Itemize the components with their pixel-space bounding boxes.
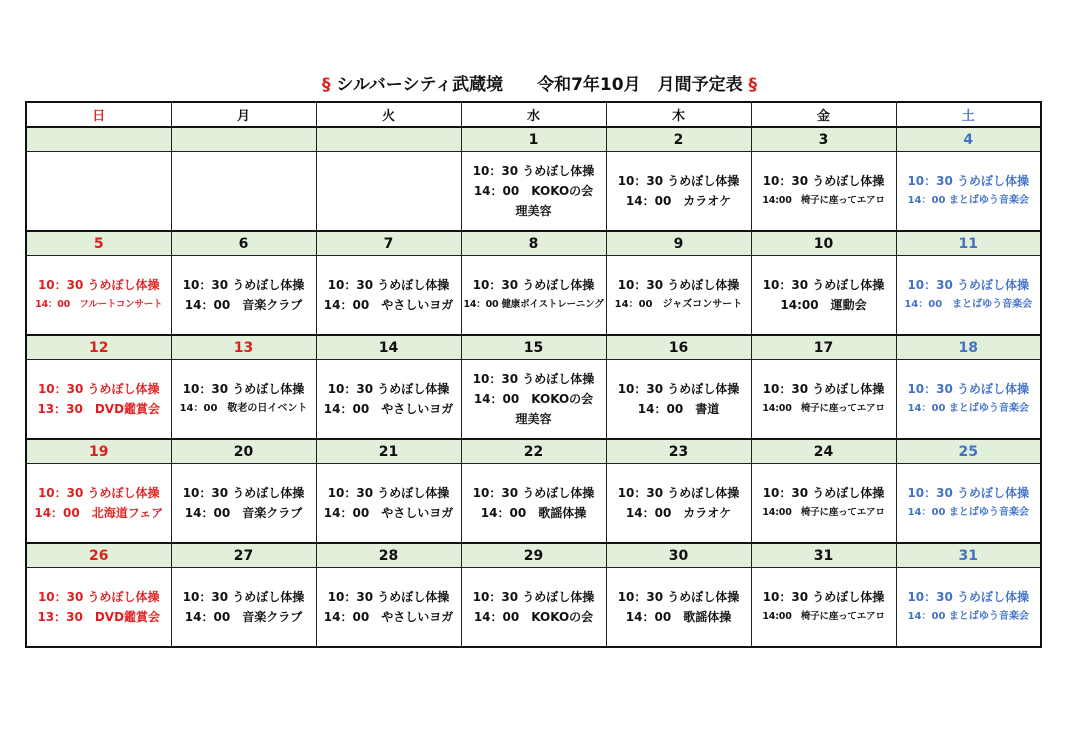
date-cell (316, 127, 461, 152)
event-cell (896, 256, 1041, 336)
event-item: 10：30 うめぼし体操 (617, 486, 740, 500)
event-item: 10：30 うめぼし体操 (37, 382, 160, 396)
weekday-header-row (26, 102, 1041, 127)
event-item: 10：30 うめぼし体操 (617, 382, 740, 396)
event-cell (461, 568, 606, 648)
event-item: 10：30 うめぼし体操 (472, 590, 595, 604)
event-item: 13：30 DVD鑑賞会 (37, 402, 161, 416)
event-cell (26, 152, 171, 232)
event-cell (461, 256, 606, 336)
event-cell (606, 256, 751, 336)
event-cell (896, 464, 1041, 544)
event-item: 13：30 DVD鑑賞会 (37, 610, 161, 624)
weekday-tuesday: 火 (316, 102, 461, 127)
title-mark-right: § (748, 75, 757, 95)
event-item: 14：00 やさしいヨガ (323, 402, 454, 416)
event-item: 10：30 うめぼし体操 (617, 590, 740, 604)
event-item: 10：30 うめぼし体操 (762, 382, 885, 396)
date-cell: 25 (896, 439, 1041, 464)
event-item: 14：00 まとばゆう音楽会 (907, 507, 1029, 518)
event-cell (171, 256, 316, 336)
monthly-calendar (25, 101, 1042, 648)
date-cell: 20 (171, 439, 316, 464)
events-row (26, 360, 1041, 440)
event-item: 10：30 うめぼし体操 (182, 486, 305, 500)
event-item: 14：00 敬老の日イベント (179, 403, 308, 414)
event-cell (896, 360, 1041, 440)
event-item: 14：00 フルートコンサート (35, 299, 163, 310)
date-cell: 2 (606, 127, 751, 152)
event-cell (26, 256, 171, 336)
event-cell (606, 152, 751, 232)
date-cell: 16 (606, 335, 751, 360)
event-item: 10：30 うめぼし体操 (762, 486, 885, 500)
events-row (26, 152, 1041, 232)
event-item: 10：30 うめぼし体操 (182, 590, 305, 604)
event-item: 14：00 歌謡体操 (625, 610, 732, 624)
date-row (26, 543, 1041, 568)
date-cell: 22 (461, 439, 606, 464)
event-cell (26, 568, 171, 648)
event-item: 10：30 うめぼし体操 (907, 590, 1030, 604)
event-item: 14：00 やさしいヨガ (323, 610, 454, 624)
event-item: 10：30 うめぼし体操 (327, 278, 450, 292)
event-item: 10：30 うめぼし体操 (762, 278, 885, 292)
event-cell (316, 256, 461, 336)
date-cell: 18 (896, 335, 1041, 360)
event-cell (606, 568, 751, 648)
weekday-friday: 金 (751, 102, 896, 127)
weekday-thursday: 木 (606, 102, 751, 127)
event-item: 10：30 うめぼし体操 (907, 486, 1030, 500)
event-item: 10：30 うめぼし体操 (472, 278, 595, 292)
date-row (26, 231, 1041, 256)
event-item: 14：00 ジャズコンサート (614, 299, 743, 310)
event-item: 14：00 やさしいヨガ (323, 506, 454, 520)
event-item: 10：30 うめぼし体操 (182, 278, 305, 292)
event-item: 14:00 椅子に座ってエアロ (762, 507, 885, 518)
title-text: シルバーシティ武蔵境 令和7年10月 月間予定表 (330, 75, 749, 95)
event-item: 14：00 カラオケ (625, 194, 732, 208)
title-mark-left: § (321, 75, 331, 95)
date-cell: 28 (316, 543, 461, 568)
event-item: 14：00 まとばゆう音楽会 (904, 299, 1033, 310)
date-cell: 11 (896, 231, 1041, 256)
date-cell: 4 (896, 127, 1041, 152)
date-cell: 26 (26, 543, 171, 568)
event-item: 14：00 KOKOの会 (473, 610, 594, 624)
date-cell: 30 (606, 543, 751, 568)
event-cell (751, 152, 896, 232)
event-item: 14：00 やさしいヨガ (323, 298, 454, 312)
event-cell (461, 360, 606, 440)
event-item: 14:00 椅子に座ってエアロ (762, 611, 885, 622)
date-row (26, 439, 1041, 464)
weekday-monday: 月 (171, 102, 316, 127)
event-cell (316, 464, 461, 544)
date-cell: 12 (26, 335, 171, 360)
event-cell (896, 568, 1041, 648)
event-cell (751, 256, 896, 336)
date-cell: 15 (461, 335, 606, 360)
date-cell: 1 (461, 127, 606, 152)
event-item: 理美容 (515, 204, 552, 218)
event-cell (316, 360, 461, 440)
event-item: 10：30 うめぼし体操 (762, 590, 885, 604)
event-item: 10：30 うめぼし体操 (617, 174, 740, 188)
event-item: 14：00 音楽クラブ (184, 610, 303, 624)
event-cell (461, 152, 606, 232)
event-item: 14：00 KOKOの会 (473, 392, 594, 406)
event-item: 10：30 うめぼし体操 (327, 590, 450, 604)
date-cell: 24 (751, 439, 896, 464)
event-cell (606, 360, 751, 440)
event-cell (171, 152, 316, 232)
page-title (0, 70, 1079, 95)
date-row (26, 127, 1041, 152)
event-item: 14：00 音楽クラブ (184, 298, 303, 312)
event-item: 14:00 椅子に座ってエアロ (762, 195, 885, 206)
date-cell: 31 (751, 543, 896, 568)
event-cell (26, 360, 171, 440)
event-item: 10：30 うめぼし体操 (37, 486, 160, 500)
date-cell: 10 (751, 231, 896, 256)
event-item: 14：00 音楽クラブ (184, 506, 303, 520)
event-item: 14：00 KOKOの会 (473, 184, 594, 198)
date-cell: 8 (461, 231, 606, 256)
event-item: 14:00 椅子に座ってエアロ (762, 403, 885, 414)
date-cell: 17 (751, 335, 896, 360)
event-cell (751, 568, 896, 648)
event-item: 10：30 うめぼし体操 (907, 174, 1030, 188)
events-row (26, 464, 1041, 544)
event-item: 10：30 うめぼし体操 (182, 382, 305, 396)
event-item: 14：00 カラオケ (625, 506, 732, 520)
event-cell (316, 152, 461, 232)
event-item: 10：30 うめぼし体操 (762, 174, 885, 188)
date-cell: 23 (606, 439, 751, 464)
event-cell (461, 464, 606, 544)
date-cell: 19 (26, 439, 171, 464)
event-item: 10：30 うめぼし体操 (907, 278, 1030, 292)
date-cell: 9 (606, 231, 751, 256)
weekday-sunday: 日 (26, 102, 171, 127)
event-item: 14：00 まとばゆう音楽会 (907, 611, 1029, 622)
events-row (26, 256, 1041, 336)
event-cell (751, 464, 896, 544)
weekday-saturday: 土 (896, 102, 1041, 127)
event-cell (171, 568, 316, 648)
weekday-wednesday: 水 (461, 102, 606, 127)
event-cell (751, 360, 896, 440)
event-item: 10：30 うめぼし体操 (327, 382, 450, 396)
date-cell (171, 127, 316, 152)
event-item: 理美容 (515, 412, 552, 426)
event-item: 10：30 うめぼし体操 (327, 486, 450, 500)
event-cell (316, 568, 461, 648)
event-item: 10：30 うめぼし体操 (907, 382, 1030, 396)
event-item: 14：00 北海道フェア (34, 506, 164, 520)
date-cell: 21 (316, 439, 461, 464)
events-row (26, 568, 1041, 648)
event-cell (26, 464, 171, 544)
date-cell: 31 (896, 543, 1041, 568)
event-cell (171, 360, 316, 440)
event-item: 14：00 まとばゆう音楽会 (907, 195, 1029, 206)
event-item: 10：30 うめぼし体操 (472, 486, 595, 500)
date-cell: 29 (461, 543, 606, 568)
event-item: 10：30 うめぼし体操 (37, 278, 160, 292)
event-item: 10：30 うめぼし体操 (472, 164, 595, 178)
event-cell (896, 152, 1041, 232)
event-item: 10：30 うめぼし体操 (617, 278, 740, 292)
date-cell: 3 (751, 127, 896, 152)
date-row (26, 335, 1041, 360)
event-item: 14：00 まとばゆう音楽会 (907, 403, 1029, 414)
date-cell: 14 (316, 335, 461, 360)
date-cell: 7 (316, 231, 461, 256)
event-item: 14:00 運動会 (780, 298, 867, 312)
event-item: 14：00 健康ボイストレーニング (463, 299, 604, 310)
date-cell: 5 (26, 231, 171, 256)
date-cell: 13 (171, 335, 316, 360)
event-cell (171, 464, 316, 544)
date-cell: 6 (171, 231, 316, 256)
event-item: 10：30 うめぼし体操 (37, 590, 160, 604)
event-item: 14：00 書道 (637, 402, 720, 416)
event-item: 10：30 うめぼし体操 (472, 372, 595, 386)
event-cell (606, 464, 751, 544)
event-item: 14：00 歌謡体操 (480, 506, 587, 520)
date-cell (26, 127, 171, 152)
date-cell: 27 (171, 543, 316, 568)
